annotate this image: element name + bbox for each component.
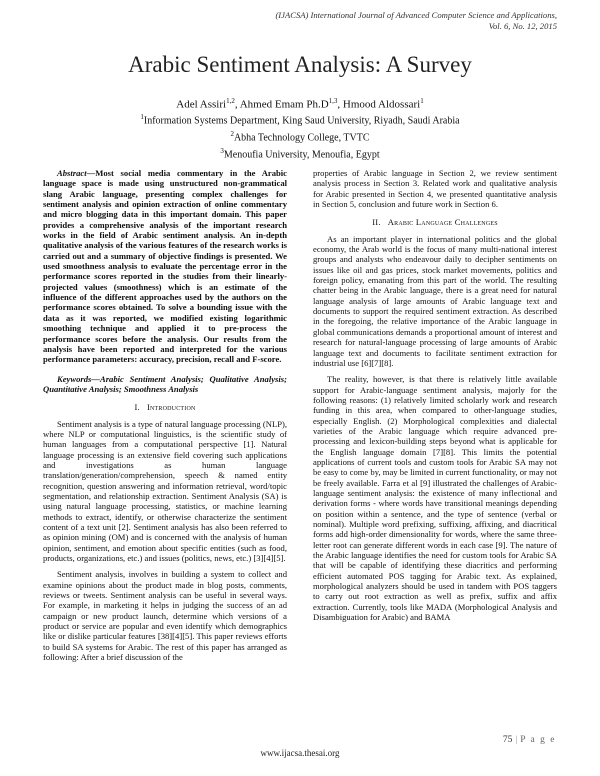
author-line: [0, 95, 600, 111]
keywords-label: Keywords: [57, 373, 92, 384]
author-sup: 1,3: [328, 97, 338, 105]
affiliation: [0, 111, 600, 128]
author-separator: ,: [234, 98, 240, 111]
keywords-text: —Arabic Sentiment Analysis; Qualitative Analysis; Quantitative Analysis; Smoothness Analysis: [43, 373, 287, 394]
journal-header: [275, 10, 557, 32]
affiliation: [0, 128, 600, 145]
affiliation-text: Menoufia University, Menoufia, Egypt: [223, 149, 380, 161]
author-name: Hmood Aldossari: [342, 98, 421, 111]
intro-paragraph-1: Sentiment analysis is a type of natural language processing (NLP), where NLP or computational linguistics, is the scientific study of human languages from a computational perspective [1]. Natural language processing is an extensive field covering such applications and investigations as human language translation/generation/comprehension, speech & named entity recognition, question answering and information retrieval, word/topic segmentation, and relationship extraction. Sentiment Analysis (SA) is using natural language processing, statistics, or machine learning methods to extract, identify, or otherwise characterize the sentiment content of a text unit [2]. Sentiment analysis has also been referred to as opinion mining (OM) and is concerned with the analysis of human opinion, sentiment, and emotion about specific entities (such as food, products, organizations, etc.) and issues (politics, news, etc.) [3][4][5].: [43, 418, 287, 564]
abstract-label: Abstract: [57, 168, 87, 178]
intro-paragraph-2: Sentiment analysis, involves in building a system to collect and examine opinions about the product made in blog posts, comments, reviews or tweets. Sentiment analysis can be useful in several ways. For example, in marketing it helps in judging the success of an ad campaign or new product launch, determine which versions of a product or service are popular and even identify which demographics like or dislike particular features [38][4][5]. This paper reviews efforts to build SA systems for Arabic. The rest of this paper has arranged as following: After a brief discussion of the: [43, 569, 287, 663]
left-column: [43, 168, 287, 662]
abstract: [43, 168, 287, 365]
footer-url[interactable]: www.ijacsa.thesai.org: [260, 748, 340, 758]
challenges-paragraph-2: The reality, however, is that there is relatively little available support for Arabic-language sentiment analysis, majorly for the following reasons: (1) relatively limited scholarly work and research funding in this area, when compared to other-language studies, especially English. (2) Morphological complexities and dialectal varieties of the Arabic language which require advanced pre-processing and lexicon-building steps beyond what is applicable for the English language domain [7][8]. This limits the potential applications of current tools and custom tools for Arabic SA may not be easy to come by, may be limited in current functionality, or may not be freely available. Farra et al [9] illustrated the challenges of Arabic-language sentiment analysis: the existence of many inflectional and derivation forms - where words have transitional meanings depending on position within a sentence, and the type of sentence (verbal or nominal). Multiple word prefixing, suffixing, affixing, and diacritical forms add high-order dimensionality for words, where the same three-letter root can generate different words in each case [9]. The nature of the Arabic language identifies the need for custom tools for Arabic SA that will be capable of identifying these diacritics and performing efficient automated POS tagging for Arabic text. As explained, morphological analyzers should be used in tandem with POS taggers to carry out root extraction as well as prefix, suffix and affix extraction. Currently, tools like MADA (Morphological Analysis and Disambiguation for Arabic) and BAMA: [313, 374, 557, 623]
keywords: [43, 374, 287, 395]
author-separator: ,: [337, 98, 343, 111]
affiliation-sup: 2: [230, 129, 234, 138]
right-column: [313, 168, 557, 622]
author-sup: 1: [420, 97, 424, 105]
page-number: [503, 735, 556, 745]
page-number-value: 75: [502, 735, 513, 745]
journal-volume: Vol. 6, No. 12, 2015: [488, 21, 557, 31]
section-title: Introduction: [146, 402, 196, 413]
abstract-text: —Most social media commentary in the Arabic language space is made using unstructured non-grammatical slang Arabic language, presenting complex challenges for sentiment analysis and opinion extraction of online commentary and micro blogging data in this important domain. This paper provides a comprehensive analysis of the important research works in the field of Arabic sentiment analysis. An in-depth qualitative analysis of the various features of the research works is carried out and a summary of objective findings is presented. We used smoothness analysis to evaluate the percentage error in the performance scores reported in the studies from their linearly-projected values (smoothness) which is an estimate of the influence of the different approaches used by the authors on the performance scores obtained. To solve a bounding issue with the data as it was reported, we modified existing logarithmic smoothing technique and applied it to pre-process the performance scores before the analysis. Our results from the analysis have been reported and interpreted for the various performance parameters: accuracy, precision, recall and F-score.: [43, 168, 287, 365]
section-title: Arabic Language Challenges: [387, 217, 498, 228]
author-block: [0, 95, 600, 162]
journal-name: (IJACSA) International Journal of Advanced Computer Science and Applications,: [275, 10, 557, 20]
paper-title: Arabic Sentiment Analysis: A Survey: [128, 52, 472, 77]
author-name: Adel Assiri: [176, 98, 227, 111]
page-separator: |: [515, 735, 518, 745]
challenges-paragraph-1: As an important player in international politics and the global economy, the Arab world is the focus of many multi-national interest groups and analysts who endeavour daily to decipher sentiments on issues like oil and gas prices, stock market movements, politics and foreign policy, emanating from this part of the world. The resulting chatter being in the Arabic language, there is a great need for natural language analysis of large amounts of Arabic language text and documents to support the required sentiment extraction. As described in the foregoing, the relative importance of the Arabic language in global communications demands a proportional amount of interest and research for natural-language processing of large amounts of Arabic language text and documents to facilitate sentiment extraction for industrial use [6][7][8].: [313, 233, 557, 368]
page-label: P a g e: [520, 735, 556, 745]
affiliation-text: Information Systems Department, King Saud University, Riyadh, Saudi Arabia: [143, 115, 460, 127]
affiliation: [0, 145, 600, 162]
section-number: II.: [372, 217, 381, 228]
affiliation-sup: 3: [220, 146, 224, 155]
author-sup: 1,2: [226, 97, 235, 105]
affiliation-sup: 1: [140, 113, 144, 122]
affiliation-text: Abha Technology College, TVTC: [233, 132, 370, 144]
section-heading-challenges: [313, 217, 557, 227]
section-number: I.: [134, 402, 140, 413]
author-name: Ahmed Emam Ph.D: [239, 98, 329, 111]
section-heading-introduction: [43, 402, 287, 412]
intro-paragraph-continued: properties of Arabic language in Section 2, we review sentiment analysis process in Section 3. Related work and qualitative analysis for Arabic presented in Section 4, we presented quantitative analysis in Section 5, conclusion and future work in Section 6.: [313, 168, 557, 210]
